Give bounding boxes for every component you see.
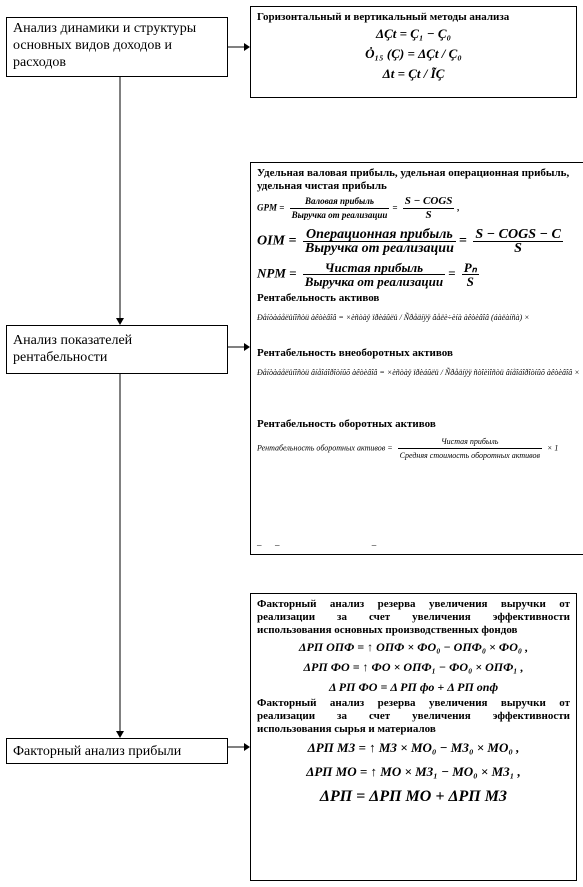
- current-lhs: Рентабельность оборотных активов =: [257, 443, 393, 453]
- npm-den: Выручка от реализации: [304, 274, 444, 289]
- dynamics-box: [6, 17, 228, 77]
- formula-delta-rp-fo: ΔРП ФО = ↑ ФО × ОПФ₁ − ФО₀ × ОПФ₁ ,: [303, 660, 524, 674]
- formula-delta-rp-sum-2: ΔРП = ΔРП МО + ΔРП МЗ: [319, 788, 508, 805]
- profitability-label: Анализ показателей рентабельности: [13, 333, 133, 365]
- npm-rnum: Pₙ: [463, 260, 477, 275]
- current-formula: [257, 435, 577, 462]
- oim-rden: S: [514, 241, 522, 256]
- formula-delta-rp-mo: ΔРП МО = ↑ МО × МЗ₁ − МО₀ × МЗ₁ ,: [306, 764, 521, 779]
- factor-details-box: [250, 593, 577, 881]
- formula-delta-rp-opf: ΔРП ОПФ = ↑ ОПФ × ФО₀ − ОПФ₀ × ФО₀ ,: [298, 640, 529, 654]
- formula-delta-rp-mz: ΔРП МЗ = ↑ МЗ × МО₀ − МЗ₀ × МО₀ ,: [307, 740, 520, 755]
- factor-label: Факторный анализ прибыли: [13, 744, 182, 759]
- npm-lhs: NPM =: [257, 265, 297, 281]
- gpm-lhs: GPM =: [257, 202, 285, 213]
- dynamics-label: Анализ динамики и структуры основных видов доходов и расходов: [13, 21, 197, 70]
- factor-box: [6, 738, 228, 764]
- oim-num: Операционная прибыль: [303, 228, 456, 242]
- oim-lhs: OIM =: [257, 233, 297, 249]
- noncurrent-title: Рентабельность внеоборотных активов: [257, 347, 453, 359]
- gpm-num: Валовая прибыль: [290, 195, 390, 209]
- formula-structure: Δt = Ҫt / ĨҪ: [382, 66, 445, 81]
- arrow-down-1: [116, 318, 124, 325]
- gpm-formula: GPM = $\frac{\text{Валовая прибыль}}{\text{Выручка от реализации}}$ = $\frac{\text{S − COGS}}{S}$ ,: [257, 195, 460, 221]
- oim-rnum: S − COGS − C: [475, 227, 561, 242]
- npm-rden: S: [466, 274, 474, 289]
- factor-para-2: Факторный анализ резерва увеличения выручки от реализации за счет увеличения эффективности использования сырья и материалов: [257, 697, 570, 735]
- factor-para-1: Факторный анализ резерва увеличения выручки от реализации за счет увеличения эффективности использования основных производственных фондов: [257, 598, 570, 636]
- box-footer: – – –: [257, 540, 377, 550]
- arrow-down-2: [116, 731, 124, 738]
- profitability-details-box: [250, 162, 583, 555]
- npm-formula: NPM = $\frac{\text{Чистая прибыль}}{\text{Выручка от реализации}}$ = $\frac{\text{Pₙ}}{S}$: [257, 260, 477, 289]
- current-num: Чистая прибыль: [398, 435, 542, 449]
- oim-formula: OIM = $\frac{\text{Операционная прибыль}}{\text{Выручка от реализации}}$ = $\frac{\text{S − COGS − C}}{S}$: [257, 227, 561, 256]
- formula-rel-change: Ȯ₁₅ (Ҫ) = ΔҪt / Ҫ₀: [365, 46, 462, 61]
- assets-formula: Ðåíòàáåëüíîñòü àêòèâîâ = ×èñòàÿ ïðèáûëü / Ñðåäíÿÿ âåëè÷èíà àêòèâîâ (áàëàíñà) ×: [257, 313, 530, 322]
- methods-box: [250, 6, 577, 98]
- oim-den: Выручка от реализации: [304, 241, 454, 256]
- gpm-rden: S: [425, 209, 432, 221]
- gpm-rnum: S − COGS: [404, 195, 453, 207]
- current-tail: × 1: [546, 443, 559, 453]
- assets-title: Рентабельность активов: [257, 292, 380, 304]
- formula-delta-rp-sum-1: Δ РП ФО = Δ РП фо + Δ РП опф: [328, 680, 499, 694]
- current-den: Средняя стоимость оборотных активов: [399, 451, 540, 460]
- formula-abs-change: ΔҪt = Ҫ₁ − Ҫ₀: [375, 26, 452, 41]
- profitability-box: [6, 325, 228, 374]
- gpm-den: Выручка от реализации: [291, 210, 388, 220]
- methods-title: Горизонтальный и вертикальный методы анализа: [257, 11, 510, 23]
- noncurrent-formula: Ðåíòàáåëüíîñòü âíåîáîðîòíûõ àêòèâîâ = ×èñòàÿ ïðèáûëü / Ñðåäíÿÿ ñòîèìîñòü âíåîáîðîòíûõ àêòèâîâ ×: [257, 368, 580, 377]
- npm-num: Чистая прибыль: [303, 261, 445, 275]
- current-title: Рентабельность оборотных активов: [257, 418, 436, 430]
- margins-intro: Удельная валовая прибыль, удельная операционная прибыль, удельная чистая прибыль: [257, 167, 570, 192]
